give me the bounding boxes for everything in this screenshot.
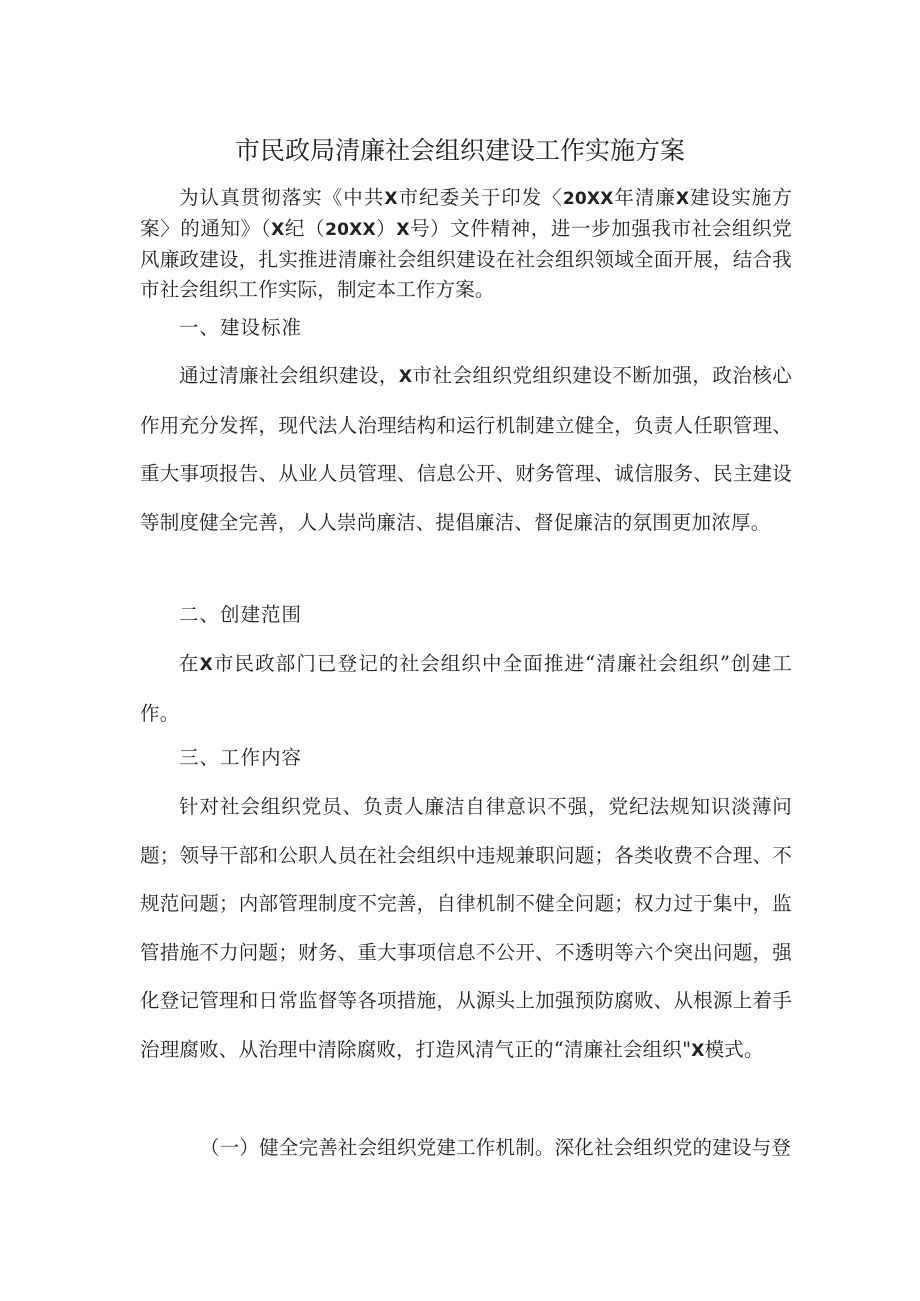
intro-text-7: 号）文件精神，进一步加强我市社会组织党风廉政建设，扎实推进清廉社会组织建设在社会组织领域全面开展，结合我市社会组织工作实际，制定本工作方案。 <box>140 217 792 301</box>
section-body-content <box>140 783 792 1075</box>
intro-text-3: 年清廉 <box>613 186 676 209</box>
scope-text-2: 市民政部门已登记的社会组织中全面推进“清廉社会组织”创建工作。 <box>140 652 792 725</box>
intro-x-1: X <box>384 189 398 209</box>
standards-text-2: 市社会组织党组织建设不断加强，政治核心作用充分发挥，现代法人治理结构和运行机制建立健全，负责人任职管理、重大事项报告、从业人员管理、信息公开、财务管理、诚信服务、民主建设等制度健全完善，人人崇尚廉洁、提倡廉洁、督促廉洁的氛围更加浓厚。 <box>140 364 792 534</box>
intro-year-1: 20XX <box>562 189 614 209</box>
content-text-1: 针对社会组织党员、负责人廉洁自律意识不强，党纪法规知识淡薄问题；领导干部和公职人员在社会组织中违规兼职问题；各类收费不合理、不规范问题；内部管理制度不完善，自律机制不健全问题；权力过于集中，监管措施不力问题；财务、重大事项信息不公开、不透明等六个突出问题，强化登记管理和日常监督等各项措施，从源头上加强预防腐败、从根源上着手治理腐败、从治理中清除腐败，打造风清气正的“清廉社会组织" <box>140 795 792 1061</box>
section-heading-standards: 一、建设标准 <box>179 316 303 339</box>
section-body-standards <box>140 352 792 547</box>
intro-text-2: 市纪委关于印发〈 <box>397 186 563 209</box>
intro-year-2: 20XX <box>325 220 376 240</box>
section-heading-content: 三、工作内容 <box>179 746 303 769</box>
content-text-2: 模式。 <box>704 1037 764 1061</box>
intro-text-1: 为认真贯彻落实《中共 <box>179 186 385 209</box>
intro-paragraph <box>140 183 792 305</box>
scope-text-1: 在 <box>179 652 200 675</box>
intro-x-4: X <box>396 220 410 240</box>
intro-x-2: X <box>675 189 690 209</box>
section-body-scope <box>140 640 792 738</box>
intro-x-3: X <box>271 220 285 240</box>
subsection-party-mechanism: （一）健全完善社会组织党建工作机制。深化社会组织党的建设与登 <box>200 1136 792 1159</box>
content-x: X <box>691 1040 705 1061</box>
intro-text-6: ） <box>375 217 397 240</box>
section-heading-scope: 二、创建范围 <box>179 603 303 626</box>
standards-x: X <box>398 367 413 387</box>
scope-x: X <box>199 655 213 675</box>
intro-text-5: 纪（ <box>284 217 326 240</box>
intro-text-4: 建设实施方案〉的通知》（ <box>140 186 792 240</box>
standards-text-1: 通过清廉社会组织建设， <box>179 364 399 387</box>
document-title: 市民政局清廉社会组织建设工作实施方案 <box>234 136 685 165</box>
